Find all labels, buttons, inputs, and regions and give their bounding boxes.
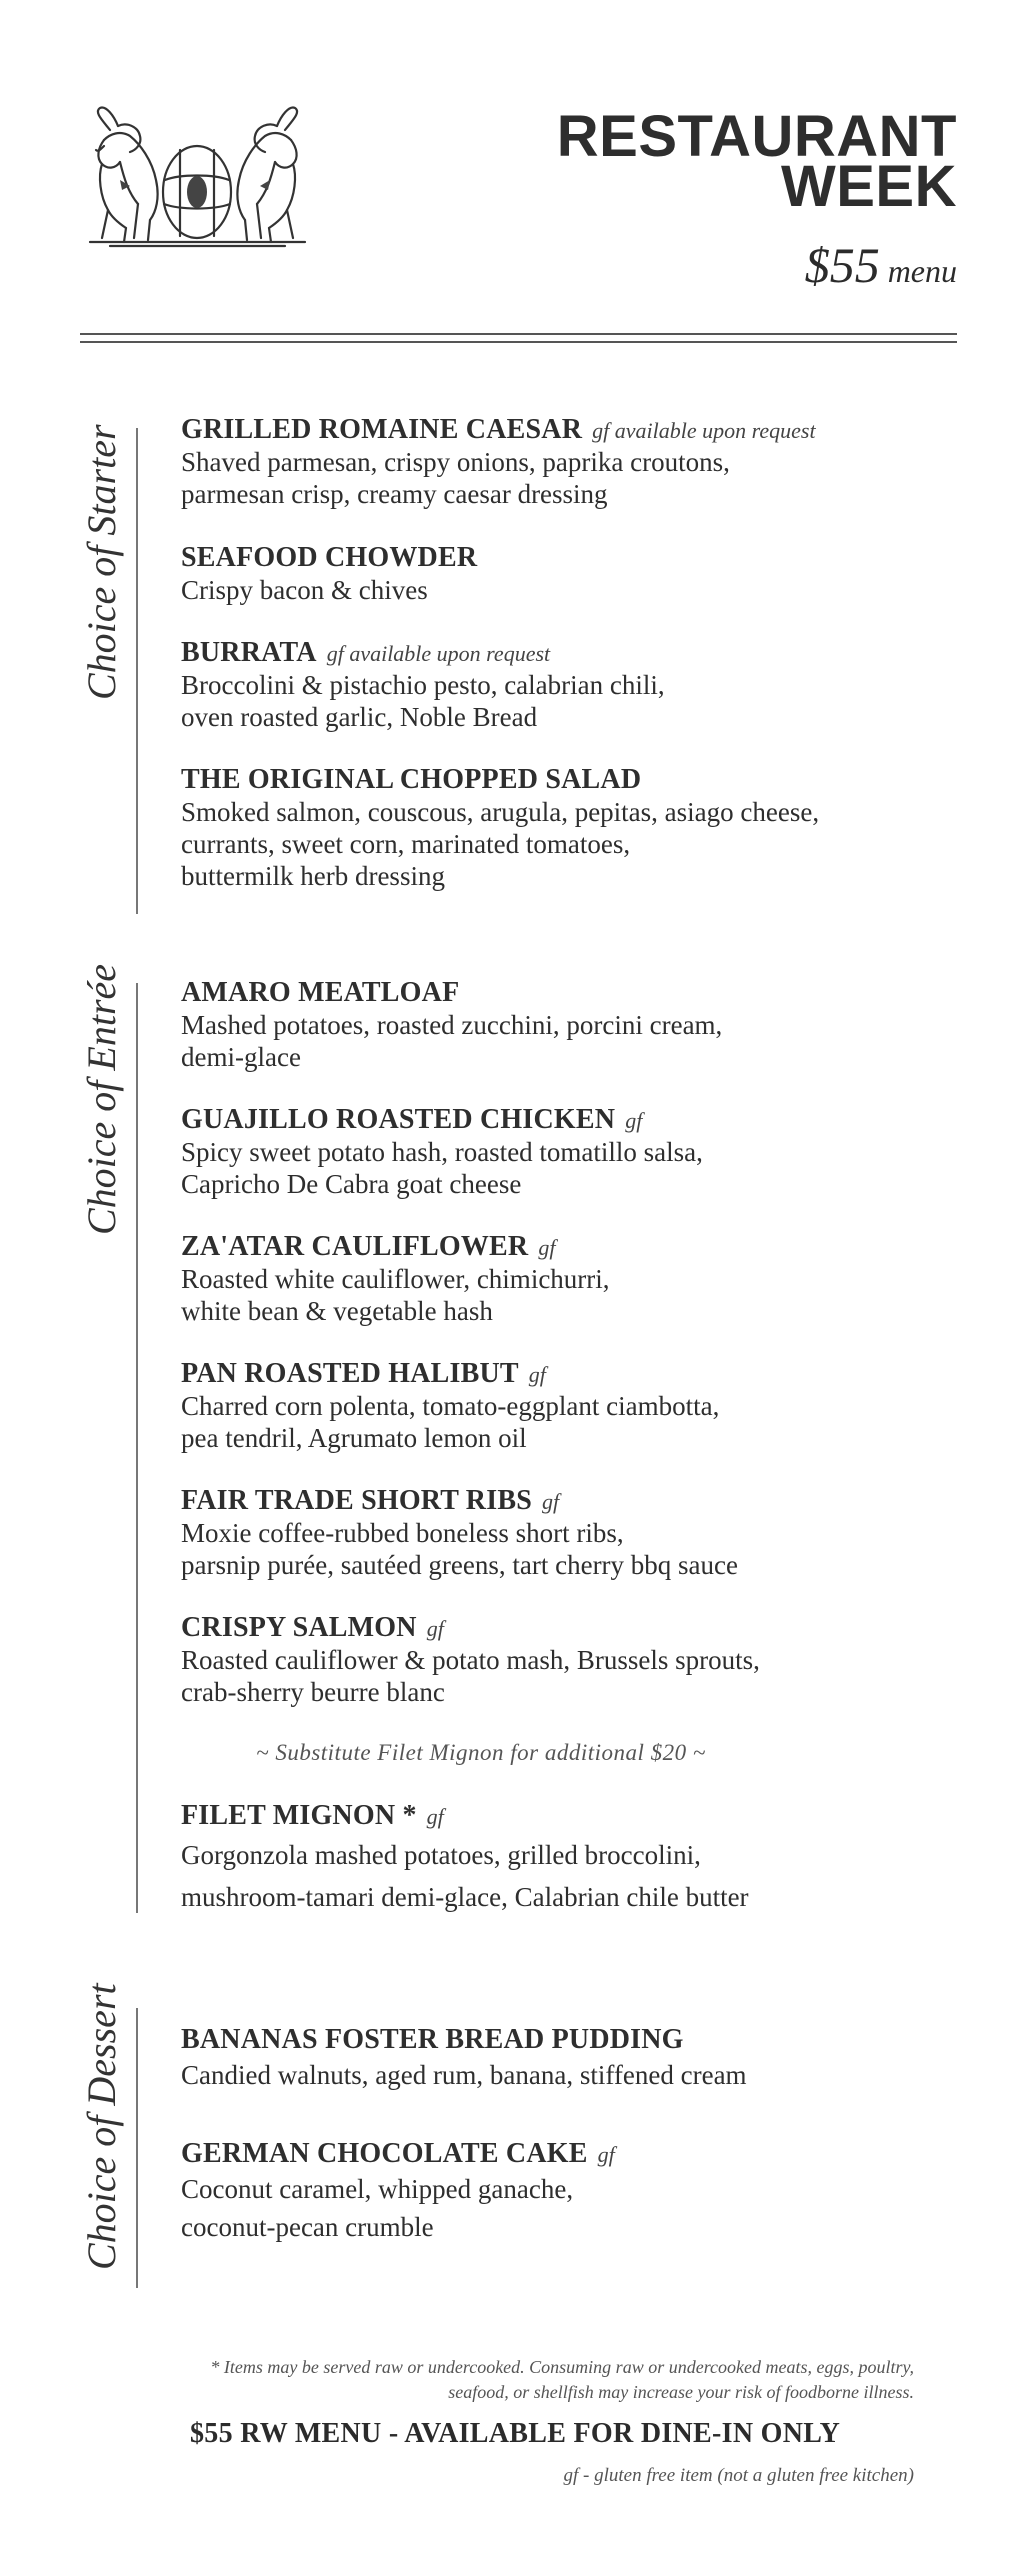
dine-in-availability: $55 RW MENU - AVAILABLE FOR DINE-IN ONLY xyxy=(190,2418,841,2449)
menu-item-short-ribs xyxy=(181,1485,941,1581)
item-diet-note: gf xyxy=(597,2142,615,2167)
item-description: white bean & vegetable hash xyxy=(181,1296,493,1326)
menu-item-pan-roasted-halibut xyxy=(181,1358,941,1454)
menu-item-romaine-caesar xyxy=(181,414,941,510)
section-label-entree: Choice of Entrée xyxy=(79,963,124,1235)
raw-food-warning-line: seafood, or shellfish may increase your risk of foodborne illness. xyxy=(448,2382,914,2402)
substitute-note: ~ Substitute Filet Mignon for additional $20 ~ xyxy=(256,1740,706,1765)
item-name: FILET MIGNON * xyxy=(181,1800,417,1831)
goats-and-barrel-logo-icon xyxy=(80,100,315,250)
item-description: Shaved parmesan, crispy onions, paprika croutons, xyxy=(181,447,730,477)
item-description: Coconut caramel, whipped ganache, xyxy=(181,2174,574,2204)
item-description: Gorgonzola mashed potatoes, grilled broccolini, xyxy=(181,1840,701,1870)
item-name: BURRATA xyxy=(181,637,317,668)
menu-item-chopped-salad xyxy=(181,764,941,892)
item-name: FAIR TRADE SHORT RIBS xyxy=(181,1485,532,1516)
item-diet-note: gf available upon request xyxy=(326,641,551,666)
header-divider-top xyxy=(80,333,957,335)
item-diet-note: gf xyxy=(541,1489,560,1514)
item-description: parsnip purée, sautéed greens, tart cherry bbq sauce xyxy=(181,1550,739,1580)
item-description: mushroom-tamari demi-glace, Calabrian chile butter xyxy=(181,1882,749,1912)
item-description: pea tendril, Agrumato lemon oil xyxy=(181,1423,527,1453)
item-description: currants, sweet corn, marinated tomatoes, xyxy=(181,829,631,859)
item-description: buttermilk herb dressing xyxy=(181,861,445,891)
raw-food-warning-line: * Items may be served raw or undercooked. Consuming raw or undercooked meats, eggs, poultry, xyxy=(210,2357,914,2377)
item-diet-note: gf xyxy=(625,1108,643,1133)
menu-item-seafood-chowder xyxy=(181,542,941,606)
item-diet-note: gf xyxy=(426,1804,444,1829)
item-name: CRISPY SALMON xyxy=(181,1612,417,1643)
item-description: parmesan crisp, creamy caesar dressing xyxy=(181,479,608,509)
item-name: ZA'ATAR CAULIFLOWER xyxy=(181,1231,529,1262)
gluten-free-legend: gf - gluten free item (not a gluten free kitchen) xyxy=(563,2465,914,2486)
item-description: demi-glace xyxy=(181,1042,301,1072)
menu-item-filet-mignon xyxy=(181,1800,941,1916)
item-name: THE ORIGINAL CHOPPED SALAD xyxy=(181,764,642,795)
item-description: Capricho De Cabra goat cheese xyxy=(181,1169,522,1199)
item-description: oven roasted garlic, Noble Bread xyxy=(181,702,538,732)
menu-price xyxy=(805,236,957,294)
menu-item-bananas-foster xyxy=(181,2024,941,2094)
title-line-restaurant: RESTAURANT xyxy=(556,104,957,169)
item-description: Crispy bacon & chives xyxy=(181,575,428,605)
item-name: GERMAN CHOCOLATE CAKE xyxy=(181,2138,588,2169)
item-name: BANANAS FOSTER BREAD PUDDING xyxy=(181,2024,684,2055)
item-description: Spicy sweet potato hash, roasted tomatillo salsa, xyxy=(181,1137,703,1167)
item-diet-note: gf xyxy=(528,1362,546,1387)
menu-item-amaro-meatloaf xyxy=(181,977,941,1073)
item-description: Roasted white cauliflower, chimichurri, xyxy=(181,1264,610,1294)
item-description: Charred corn polenta, tomato-eggplant ciambotta, xyxy=(181,1391,720,1421)
item-description: crab-sherry beurre blanc xyxy=(181,1677,445,1707)
section-label-starter: Choice of Starter xyxy=(79,424,124,700)
section-label-dessert: Choice of Dessert xyxy=(79,1983,124,2270)
item-name: GRILLED ROMAINE CAESAR xyxy=(181,414,583,445)
price-suffix: menu xyxy=(887,253,957,289)
header-divider-bottom xyxy=(80,341,957,343)
section-line-entree xyxy=(136,983,138,1913)
item-diet-note: gf xyxy=(538,1235,556,1260)
restaurant-week-title xyxy=(556,104,957,219)
menu-item-crispy-salmon xyxy=(181,1612,941,1708)
menu-item-guajillo-chicken xyxy=(181,1104,941,1200)
menu-item-burrata xyxy=(181,637,941,733)
item-name: AMARO MEATLOAF xyxy=(181,977,460,1008)
section-line-dessert xyxy=(136,2008,138,2288)
item-description: Broccolini & pistachio pesto, calabrian chili, xyxy=(181,670,665,700)
title-line-week: WEEK xyxy=(781,154,957,219)
section-line-starter xyxy=(136,428,138,914)
item-diet-note: gf available upon request xyxy=(592,418,816,443)
item-name: SEAFOOD CHOWDER xyxy=(181,542,478,573)
menu-item-zaatar-cauliflower xyxy=(181,1231,941,1327)
item-description: Mashed potatoes, roasted zucchini, porcini cream, xyxy=(181,1010,723,1040)
menu-item-german-chocolate-cake xyxy=(181,2138,941,2246)
item-description: Moxie coffee-rubbed boneless short ribs, xyxy=(181,1518,624,1548)
price-value: $55 xyxy=(804,237,880,293)
item-description: coconut-pecan crumble xyxy=(181,2212,434,2242)
item-description: Roasted cauliflower & potato mash, Brussels sprouts, xyxy=(181,1645,760,1675)
item-description: Candied walnuts, aged rum, banana, stiffened cream xyxy=(181,2060,747,2090)
item-diet-note: gf xyxy=(426,1616,444,1641)
item-description: Smoked salmon, couscous, arugula, pepitas, asiago cheese, xyxy=(181,797,820,827)
item-name: GUAJILLO ROASTED CHICKEN xyxy=(181,1104,616,1135)
item-name: PAN ROASTED HALIBUT xyxy=(181,1358,519,1389)
raw-food-warning xyxy=(94,2355,914,2405)
